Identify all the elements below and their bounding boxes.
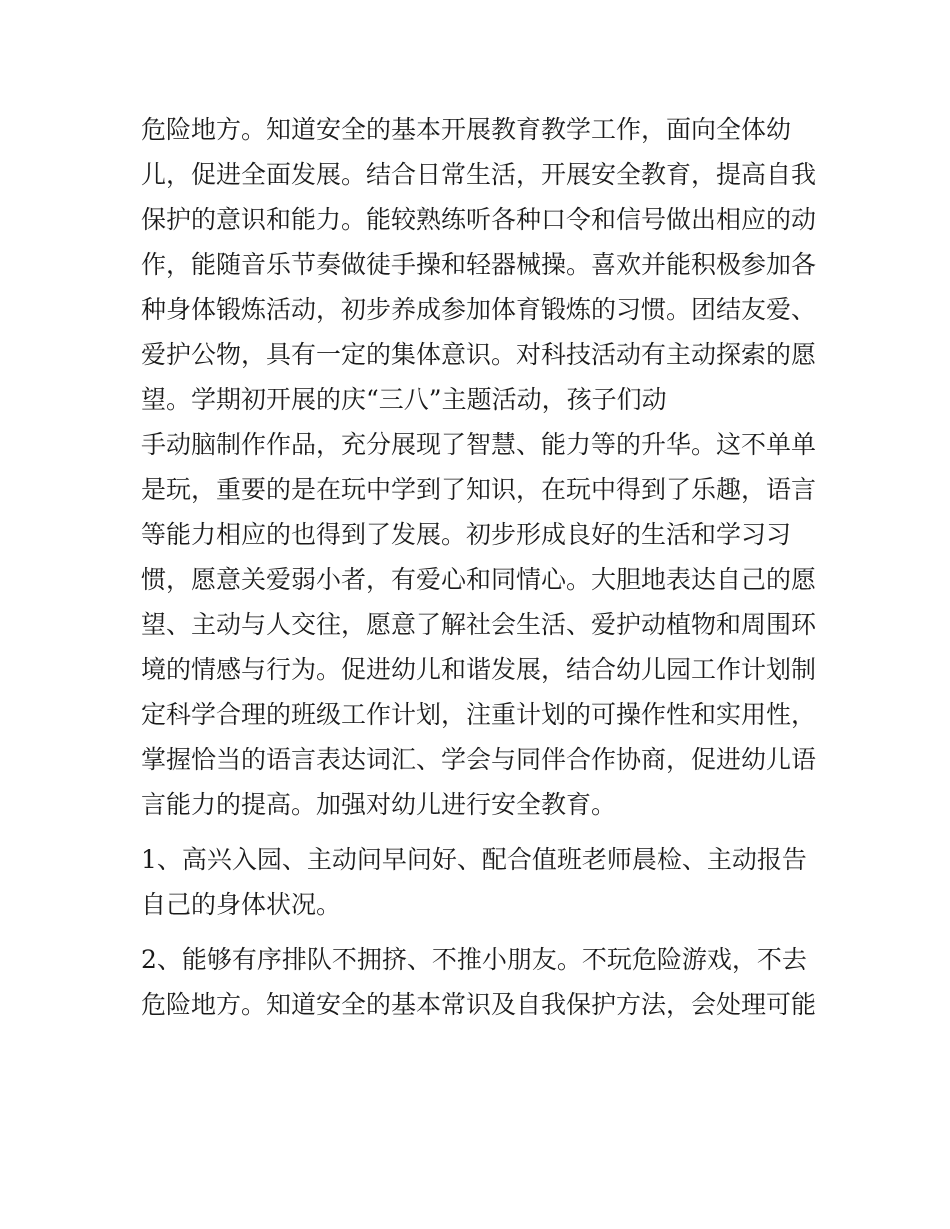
text-line: 是玩，重要的是在玩中学到了知识，在玩中得到了乐趣，语言	[141, 475, 817, 504]
document-body	[141, 107, 821, 1027]
text-line: 望。学期初开展的庆“三八”主题活动，孩子们动	[141, 385, 667, 414]
text-line: 掌握恰当的语言表达词汇、学会与同伴合作协商，促进幼儿语	[141, 745, 817, 774]
text-line: 境的情感与行为。促进幼儿和谐发展，结合幼儿园工作计划制	[141, 655, 817, 684]
text-line: 手动脑制作作品，充分展现了智慧、能力等的升华。这不单单	[141, 430, 817, 459]
text-line: 作，能随音乐节奏做徒手操和轻器械操。喜欢并能积极参加各	[141, 250, 817, 279]
text-line: 种身体锻炼活动，初步养成参加体育锻炼的习惯。团结友爱、	[141, 295, 817, 324]
list-item-2-continued: 危险地方。知道安全的基本常识及自我保护方法，会处理可能	[141, 990, 817, 1019]
text-line: 爱护公物，具有一定的集体意识。对科技活动有主动探索的愿	[141, 340, 817, 369]
text-line: 惯，愿意关爱弱小者，有爱心和同情心。大胆地表达自己的愿	[141, 565, 817, 594]
text-line: 定科学合理的班级工作计划，注重计划的可操作性和实用性，	[141, 700, 817, 729]
text-line: 儿，促进全面发展。结合日常生活，开展安全教育，提高自我	[141, 160, 817, 189]
text-line: 危险地方。知道安全的基本开展教育教学工作，面向全体幼	[141, 115, 792, 144]
text-line: 保护的意识和能力。能较熟练听各种口令和信号做出相应的动	[141, 205, 817, 234]
text-line: 望、主动与人交往，愿意了解社会生活、爱护动植物和周围环	[141, 610, 817, 639]
text-line: 言能力的提高。加强对幼儿进行安全教育。	[141, 790, 617, 819]
list-item-1: 1、高兴入园、主动问早问好、配合值班老师晨检、主动报告	[141, 845, 807, 874]
text-line: 等能力相应的也得到了发展。初步形成良好的生活和学习习	[141, 520, 792, 549]
list-item-1-continued: 自己的身体状况。	[141, 890, 342, 919]
list-item-2: 2、能够有序排队不拥挤、不推小朋友。不玩危险游戏，不去	[141, 945, 807, 974]
